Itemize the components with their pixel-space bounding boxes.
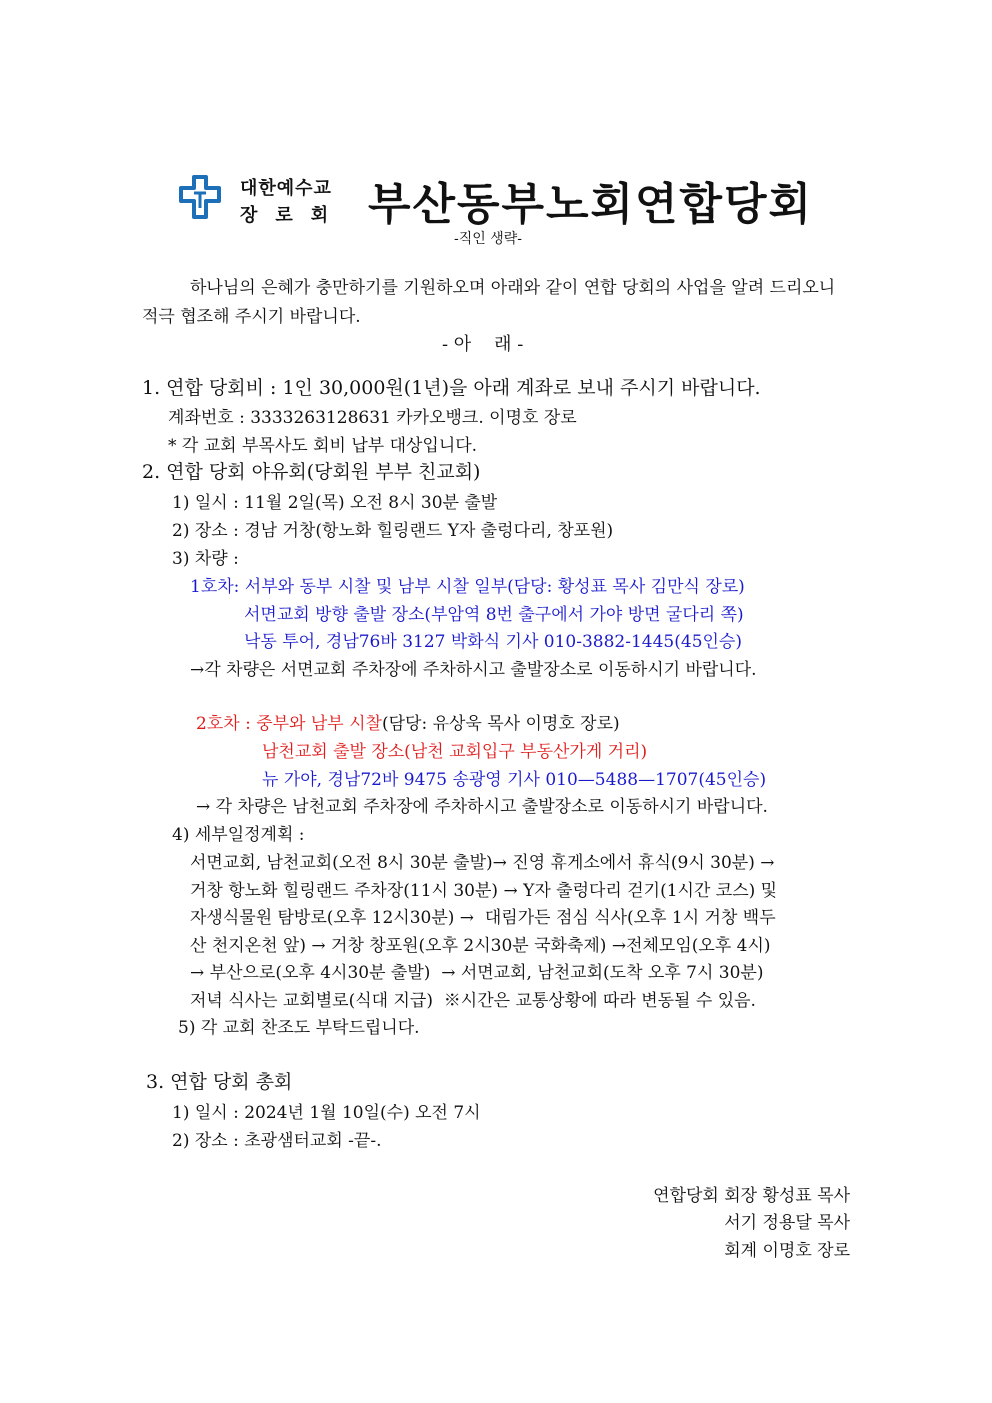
bus2-label: 2호차 : 중부와 남부 시찰: [196, 714, 382, 734]
org-name-line1: 대한예수교: [240, 178, 332, 199]
outing-date: 1) 일시 : 11월 2일(목) 오전 8시 30분 출발: [172, 493, 498, 513]
seal-omitted-note: -직인 생략-: [454, 231, 523, 247]
section1-title: 1. 연합 당회비 : 1인 30,000원(1년)을 아래 계좌로 보내 주시기 바랍니다.: [142, 377, 761, 399]
schedule-title: 4) 세부일정계획 :: [172, 825, 305, 845]
bus2-manager: (담당: 유상욱 목사 이명호 장로): [381, 714, 620, 734]
signature-treasurer: 회계 이명호 장로: [724, 1241, 850, 1261]
bus2-line-1: [196, 709, 620, 734]
membership-note: * 각 교회 부목사도 회비 납부 대상입니다.: [168, 436, 478, 456]
assembly-place: 2) 장소 : 초광샘터교회 -끝-.: [172, 1131, 382, 1151]
bus1-line-1: 1호차: 서부와 동부 시찰 및 남부 시찰 일부(담당: 황성표 목사 김만식 장로): [190, 577, 745, 597]
bus2-line-3: 뉴 가야, 경남72바 9475 송광영 기사 010—5488—1707(45인승): [262, 770, 767, 790]
intro-line-1: 하나님의 은혜가 충만하기를 기원하오며 아래와 같이 연합 당회의 사업을 알려 드리오니: [190, 278, 836, 298]
below-heading: - 아 래 -: [442, 334, 524, 355]
assembly-date: 1) 일시 : 2024년 1월 10일(수) 오전 7시: [172, 1103, 481, 1123]
schedule-line: 자생식물원 탐방로(오후 12시30분) → 대림가든 점심 식사(오후 1시 거창 백두: [190, 908, 776, 928]
section2-title: 2. 연합 당회 야유회(당회원 부부 친교회): [142, 461, 481, 483]
signature-secretary: 서기 정용달 목사: [724, 1213, 850, 1233]
org-name-line2: 장로회: [240, 205, 347, 226]
account-info: 계좌번호 : 3333263128631 카카오뱅크. 이명호 장로: [168, 408, 577, 428]
schedule-line: 저녁 식사는 교회별로(식대 지급) ※시간은 교통상황에 따라 변동될 수 있음.: [190, 991, 756, 1011]
schedule-line: 거창 항노화 힐링랜드 주차장(11시 30분) → Y자 출렁다리 걷기(1시간 코스) 및: [190, 881, 778, 901]
bus2-line-2: 남천교회 출발 장소(남천 교회입구 부동산가게 거리): [262, 742, 648, 762]
signature-president: 연합당회 회장 황성표 목사: [653, 1186, 850, 1206]
schedule-line: 산 천지온천 앞) → 거창 창포원(오후 2시30분 국화축제) →전체모임(오후 4시): [190, 936, 771, 956]
bus1-line-3: 낙동 투어, 경남76바 3127 박화식 기사 010-3882-1445(45인승): [244, 632, 742, 652]
outing-place: 2) 장소 : 경남 거창(항노화 힐링랜드 Y자 출렁다리, 창포원): [172, 521, 614, 541]
church-logo-icon: [178, 174, 222, 220]
schedule-line: → 부산으로(오후 4시30분 출발) → 서면교회, 남천교회(도착 오후 7시 30분): [190, 963, 764, 983]
section3-title: 3. 연합 당회 총회: [146, 1071, 293, 1093]
intro-line-2: 적극 협조해 주시기 바랍니다.: [142, 307, 361, 327]
document-title: 부산동부노회연합당회: [368, 179, 814, 230]
bus1-line-2: 서면교회 방향 출발 장소(부암역 8번 출구에서 가야 방면 굴다리 쪽): [244, 605, 744, 625]
bus1-parking-note: →각 차량은 서면교회 주차장에 주차하시고 출발장소로 이동하시기 바랍니다.: [190, 660, 757, 680]
schedule-line: 서면교회, 남천교회(오전 8시 30분 출발)→ 진영 휴게소에서 휴식(9시 30분) →: [190, 853, 775, 873]
outing-vehicle: 3) 차량 :: [172, 549, 239, 569]
bus2-parking-note: → 각 차량은 남천교회 주차장에 주차하시고 출발장소로 이동하시기 바랍니다.: [196, 797, 768, 817]
donation-request: 5) 각 교회 찬조도 부탁드립니다.: [178, 1018, 420, 1038]
